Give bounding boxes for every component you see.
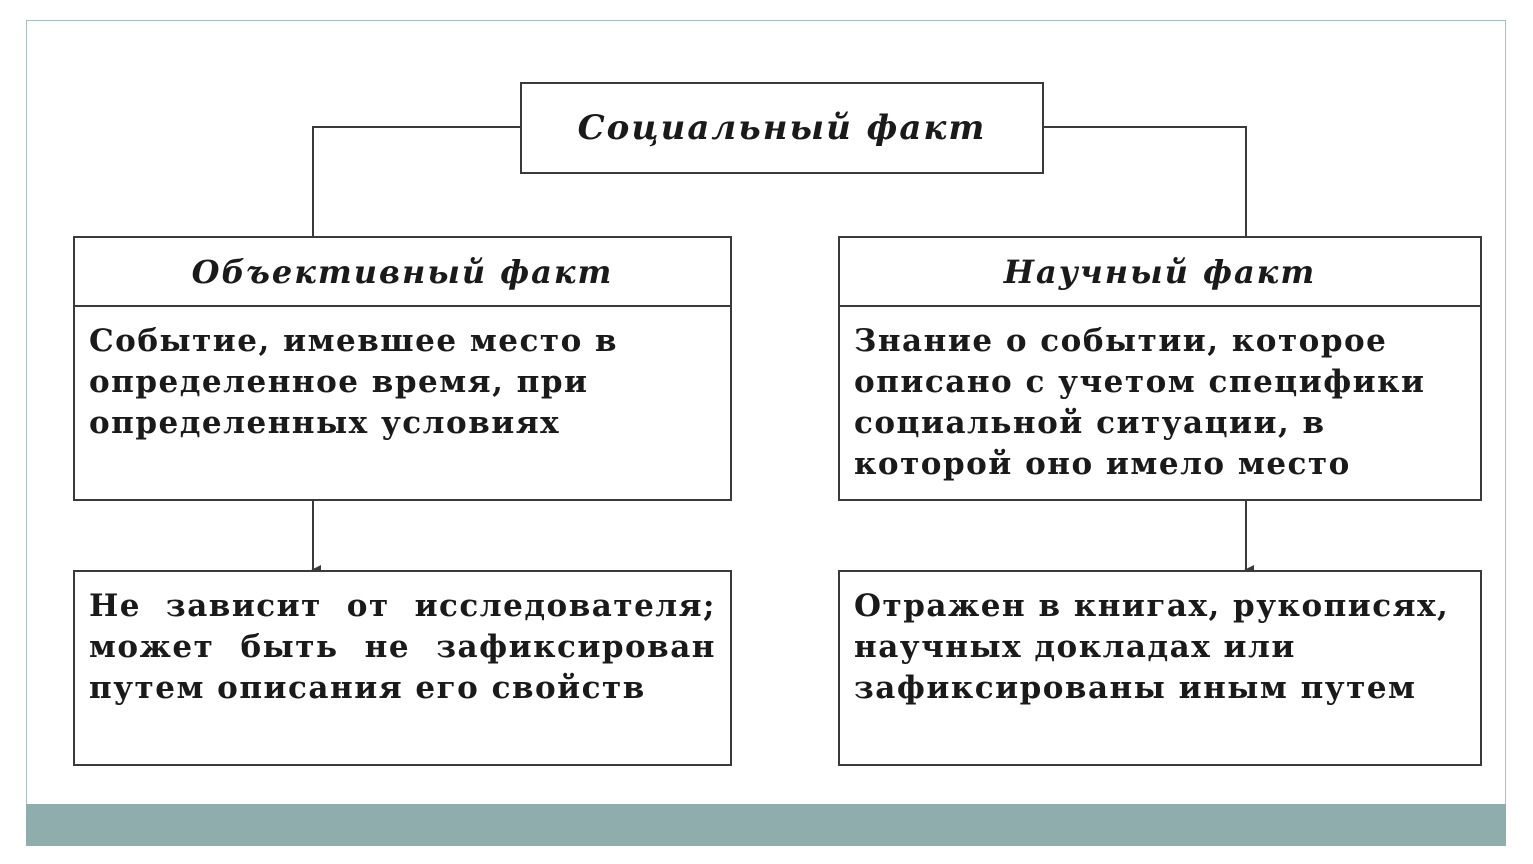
root-node-social-fact bbox=[520, 82, 1044, 174]
connector-root-to-right bbox=[1044, 127, 1246, 236]
right-header-label: Научный факт bbox=[1003, 252, 1317, 291]
right-description-text: Знание о событии, которое описано с учетом специфики социальной ситуации, в которой оно имело место bbox=[854, 323, 1426, 482]
root-node-label: Социальный факт bbox=[577, 108, 987, 148]
left-description-text: Событие, имевшее место в определенное время, при определенных условиях bbox=[89, 323, 619, 441]
right-result-text: Отражен в книгах, рукописях, научных докладах или зафиксированы иным путем bbox=[854, 588, 1450, 706]
left-description-cell bbox=[73, 305, 732, 501]
right-header-scientific-fact bbox=[838, 236, 1482, 307]
left-result-text: Не зависит от исследователя; может быть не зафиксирован путем описания его свойств bbox=[89, 588, 716, 706]
left-header-objective-fact bbox=[73, 236, 732, 307]
right-description-cell bbox=[838, 305, 1482, 501]
left-result-cell bbox=[73, 570, 732, 766]
left-header-label: Объективный факт bbox=[191, 252, 614, 291]
right-result-cell bbox=[838, 570, 1482, 766]
connector-root-to-left bbox=[313, 127, 520, 236]
